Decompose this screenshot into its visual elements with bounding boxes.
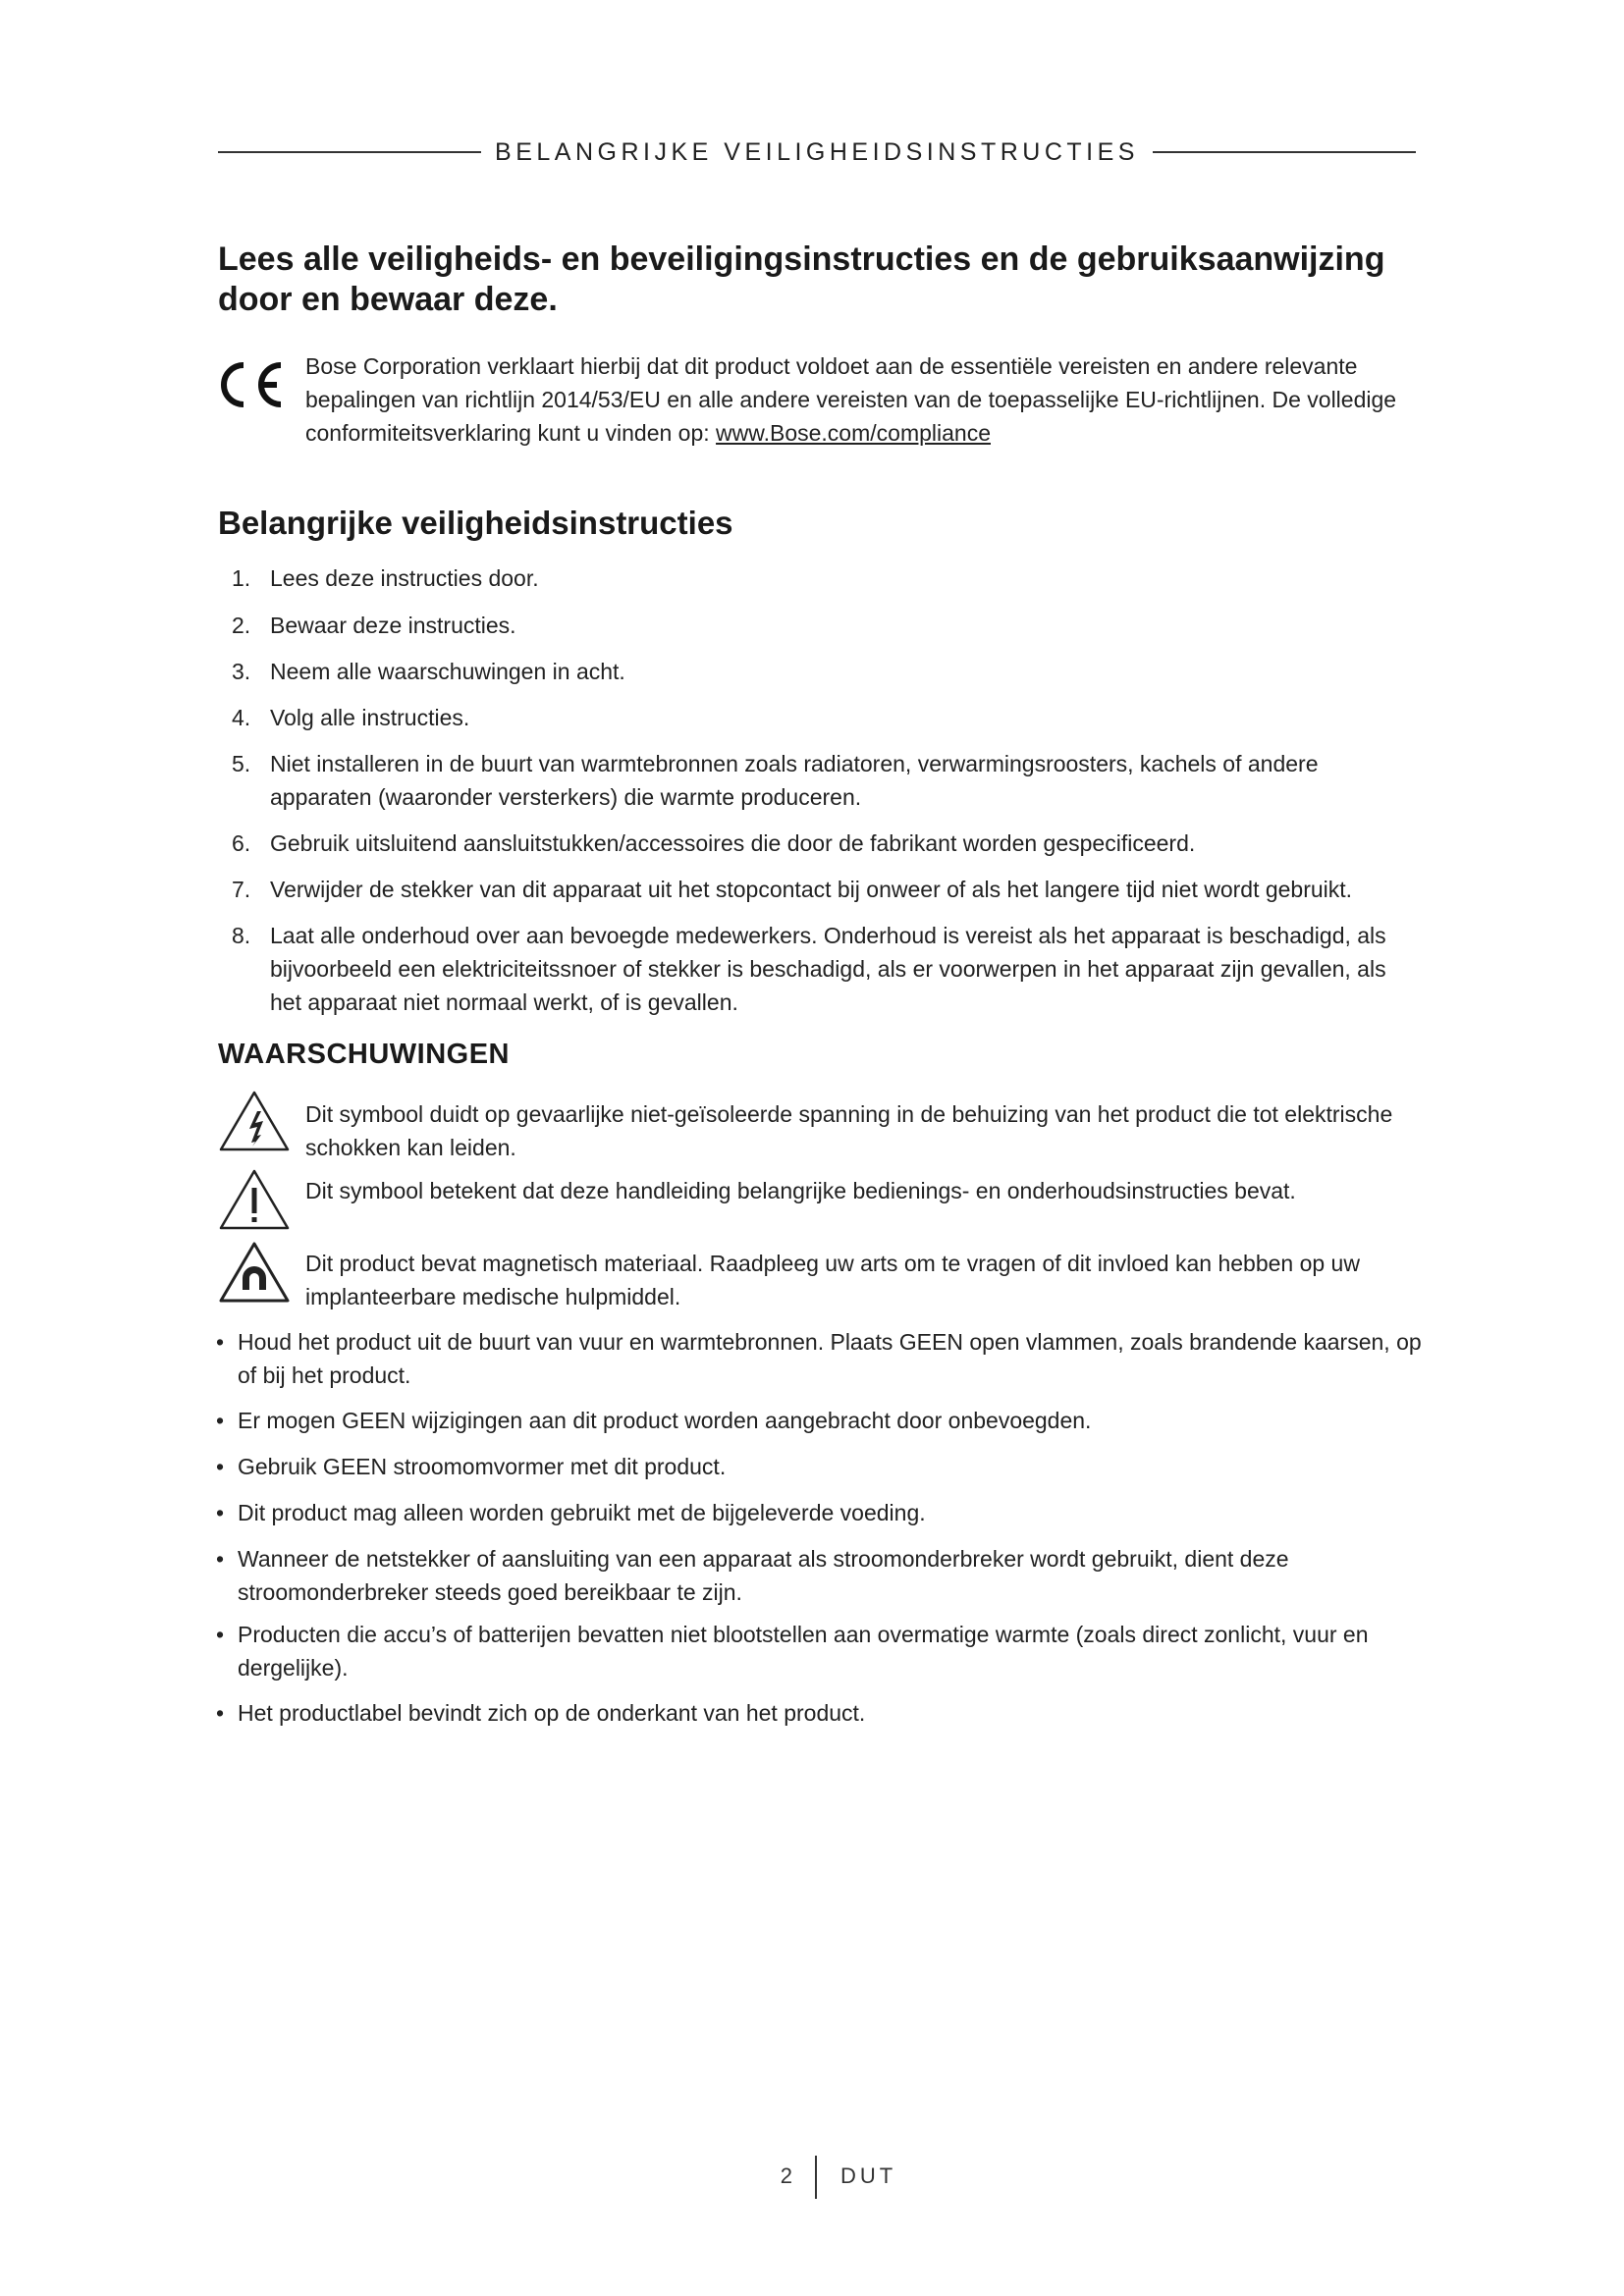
instruction-item [232,561,1420,595]
instruction-text: Verwijder de stekker van dit apparaat uit het stopcontact bij onweer of als het langere tijd niet wordt gebruikt. [270,877,1353,902]
bullet-text: Gebruik GEEN stroomomvormer met dit product. [238,1454,727,1479]
instruction-number: 6. [232,830,251,856]
ce-mark-icon [214,359,287,410]
instruction-item [232,919,1420,1019]
instruction-text: Neem alle waarschuwingen in acht. [270,659,625,684]
warning-text-exclamation: Dit symbool betekent dat deze handleiding belangrijke bedienings- en onderhoudsinstructies bevat. [305,1178,1296,1203]
instruction-text: Volg alle instructies. [270,705,470,730]
warning-bullet [216,1325,1424,1392]
instruction-text: Bewaar deze instructies. [270,613,516,638]
magnet-warning-icon [218,1241,291,1304]
instruction-number: 2. [232,613,251,638]
bullet-dot: • [216,1329,225,1355]
compliance-statement [305,349,1425,450]
instruction-number: 5. [232,751,251,776]
warning-bullet [216,1496,1424,1529]
instruction-number: 8. [232,923,251,948]
page-header [218,135,1416,169]
instruction-item [232,827,1420,860]
warning-text-magnet: Dit product bevat magnetisch materiaal. Raadpleeg uw arts om te vragen of dit invloed kan hebben op uw implanteerbare medische hulpmiddel. [305,1251,1360,1309]
warning-bullet [216,1618,1424,1684]
warning-bullet [216,1450,1424,1483]
bullet-text: Het productlabel bevindt zich op de onderkant van het product. [238,1700,866,1726]
instruction-item [232,655,1420,688]
bullet-dot: • [216,1546,225,1572]
bullet-dot: • [216,1622,225,1647]
instruction-item [232,873,1420,906]
instruction-text: Gebruik uitsluitend aansluitstukken/accessoires die door de fabrikant worden gespecificeerd. [270,830,1196,856]
instruction-text: Niet installeren in de buurt van warmtebronnen zoals radiatoren, verwarmingsroosters, kachels of andere apparaten (waaronder versterkers) die warmte produceren. [270,751,1319,810]
instruction-number: 7. [232,877,251,902]
language-code: DUT [840,2163,897,2188]
header-rule-right [1153,151,1416,153]
instruction-item [232,701,1420,734]
bullet-dot: • [216,1700,225,1726]
page-number: 2 [780,2163,794,2188]
footer-separator [815,2156,817,2199]
warning-text-lightning: Dit symbool duidt op gevaarlijke niet-geïsoleerde spanning in de behuizing van het product die tot elektrische schokken kan leiden. [305,1101,1393,1160]
bullet-text: Dit product mag alleen worden gebruikt met de bijgeleverde voeding. [238,1500,926,1525]
intro-heading: Lees alle veiligheids- en beveiligingsinstructies en de gebruiksaanwijzing door en bewaar deze. [218,240,1385,318]
instruction-number: 1. [232,565,251,591]
instruction-item [232,747,1420,814]
instruction-number: 3. [232,659,251,684]
warning-bullet [216,1542,1424,1609]
instruction-number: 4. [232,705,251,730]
warning-bullet [216,1696,1424,1730]
warning-bullet [216,1404,1424,1437]
instruction-text: Laat alle onderhoud over aan bevoegde medewerkers. Onderhoud is vereist als het apparaat is beschadigd, als bijvoorbeeld een elektriciteitssnoer of stekker is beschadigd, als er voorwerpen in het apparaat zijn gevallen, als het apparaat niet normaal werkt, of is gevallen. [270,923,1386,1015]
bullet-dot: • [216,1408,225,1433]
page-footer [0,2156,1624,2199]
header-rule-left [218,151,481,153]
lightning-warning-icon [218,1090,291,1152]
warnings-heading: WAARSCHUWINGEN [218,1039,510,1070]
ce-mark-label: CE [214,359,216,360]
bullet-text: Er mogen GEEN wijzigingen aan dit product worden aangebracht door onbevoegden. [238,1408,1092,1433]
bullet-dot: • [216,1500,225,1525]
bullet-text: Wanneer de netstekker of aansluiting van een apparaat als stroomonderbreker wordt gebruikt, dient deze stroomonderbreker steeds goed bereikbaar te zijn. [238,1546,1289,1605]
bullet-text: Houd het product uit de buurt van vuur en warmtebronnen. Plaats GEEN open vlammen, zoals brandende kaarsen, op of bij het product. [238,1329,1422,1388]
compliance-text: Bose Corporation verklaart hierbij dat dit product voldoet aan de essentiële vereisten en andere relevante bepalingen van richtlijn 2014/53/EU en alle andere vereisten van de toepasselijke EU-richtlijnen. De volledige conformiteitsverklaring kunt u vinden op: [305,353,1397,446]
exclamation-warning-icon [218,1168,291,1231]
compliance-link[interactable]: www.Bose.com/compliance [716,420,991,446]
header-title: BELANGRIJKE VEILIGHEIDSINSTRUCTIES [495,137,1139,166]
instruction-text: Lees deze instructies door. [270,565,539,591]
bullet-text: Producten die accu’s of batterijen bevatten niet blootstellen aan overmatige warmte (zoals direct zonlicht, vuur en dergelijke). [238,1622,1369,1681]
safety-heading: Belangrijke veiligheidsinstructies [218,505,733,541]
instruction-item [232,609,1420,642]
bullet-dot: • [216,1454,225,1479]
